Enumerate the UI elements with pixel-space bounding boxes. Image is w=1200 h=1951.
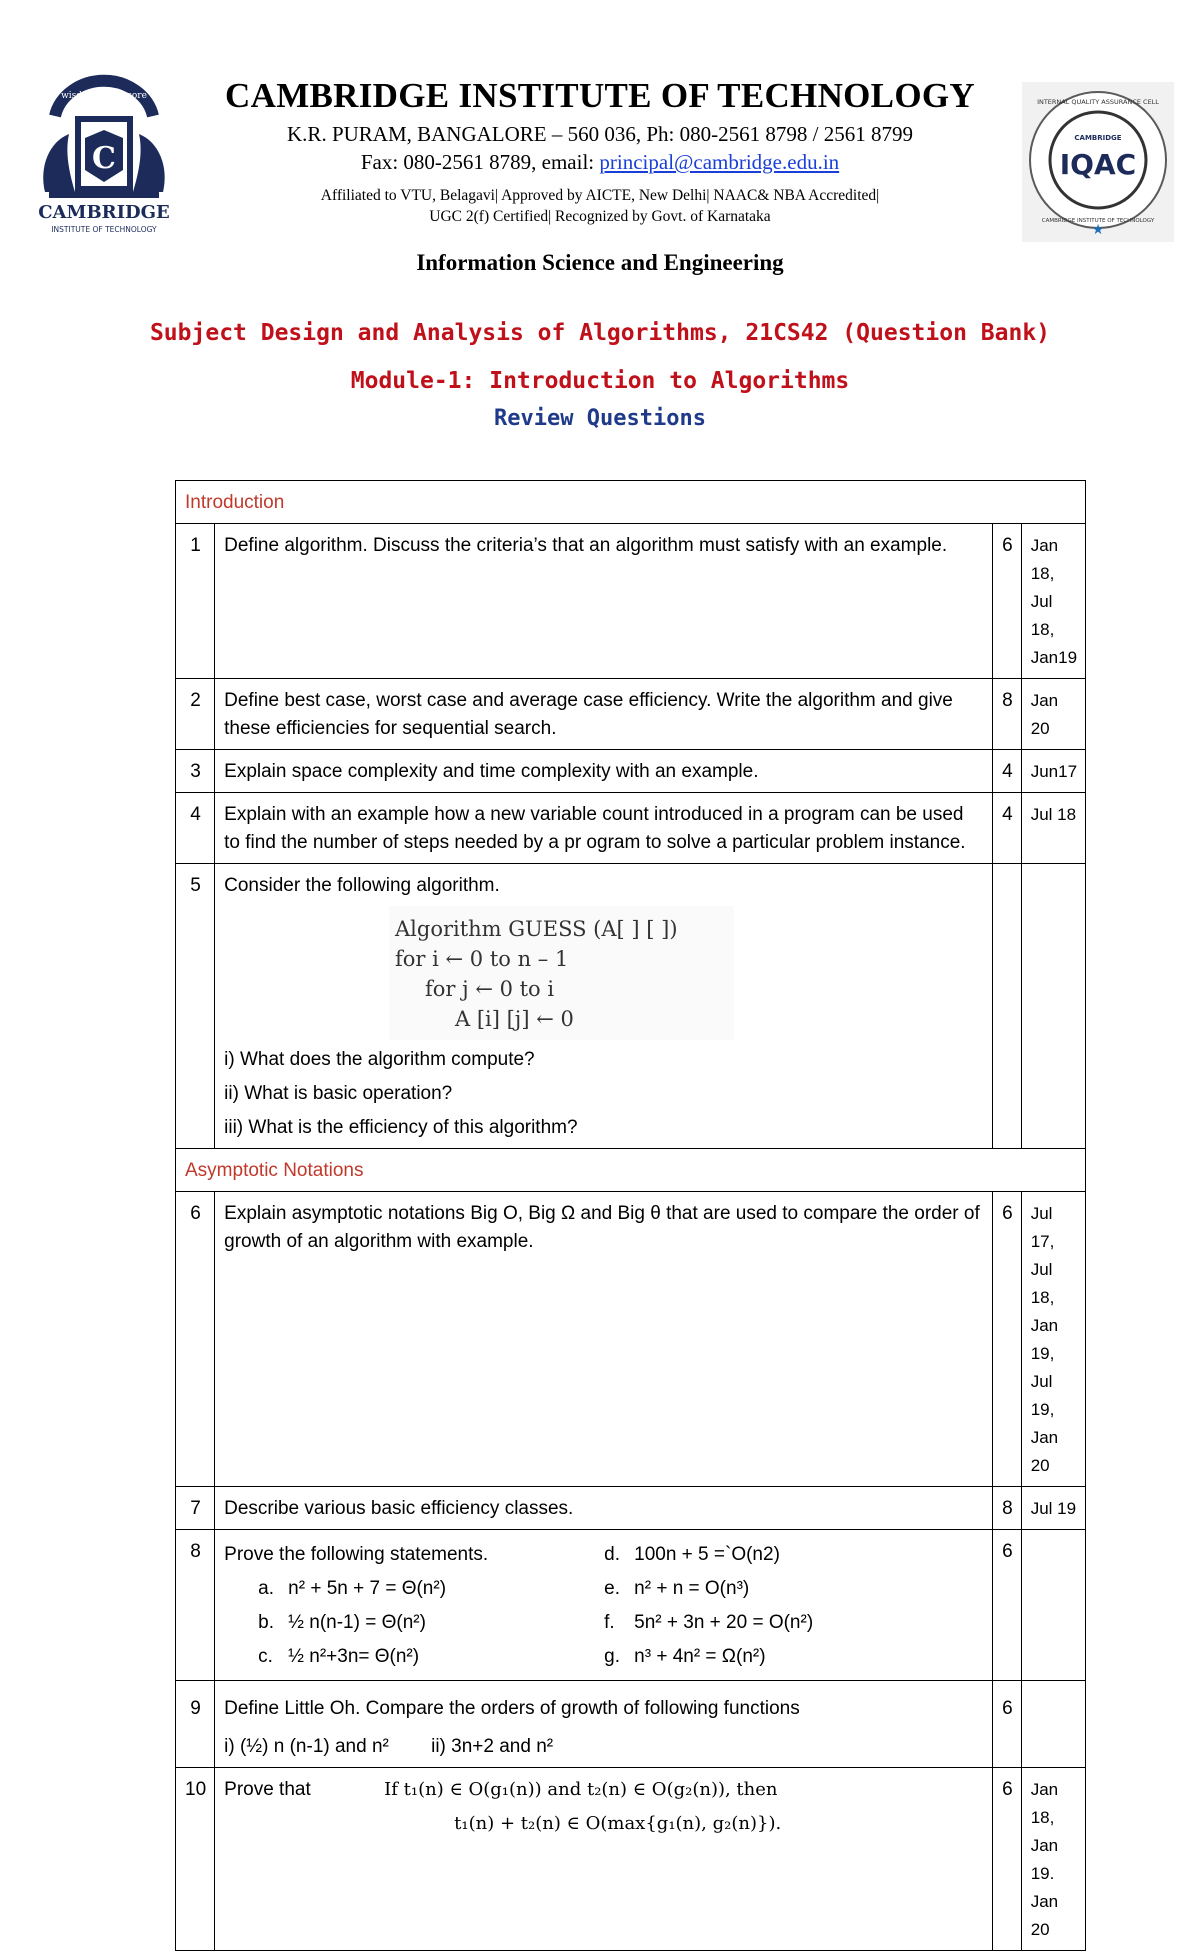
question-cell bbox=[215, 1681, 993, 1768]
document-header bbox=[0, 0, 1200, 250]
question-text: Explain with an example how a new variable count introduced in a program can be used to find the number of steps needed by a pr ogram to solve a particular problem instance. bbox=[215, 793, 993, 864]
table-row bbox=[176, 1530, 1086, 1681]
question-text: Describe various basic efficiency classes. bbox=[215, 1487, 993, 1530]
statements-left bbox=[224, 1538, 604, 1674]
question-years bbox=[1021, 864, 1085, 1149]
function-pair: i) (½) n (n-1) and n² ii) 3n+2 and n² bbox=[224, 1736, 554, 1757]
question-number: 10 bbox=[176, 1768, 215, 1951]
statement: f. 5n² + 3n + 20 = O(n²) bbox=[604, 1612, 814, 1633]
question-cell bbox=[215, 1768, 993, 1951]
subject-title: Subject Design and Analysis of Algorithms, 21CS42 (Question Bank) bbox=[149, 320, 1051, 346]
statement: d. 100n + 5 =`O(n2) bbox=[604, 1544, 780, 1565]
question-text: Define best case, worst case and average case efficiency. Write the algorithm and give these efficiencies for sequential search. bbox=[215, 679, 993, 750]
question-marks: 6 bbox=[993, 1681, 1022, 1768]
year: Jul 18, bbox=[1030, 1260, 1055, 1307]
email-link[interactable]: principal@cambridge.edu.in bbox=[599, 150, 840, 174]
table-row bbox=[176, 679, 1086, 750]
module-title: Module-1: Introduction to Algorithms bbox=[350, 368, 850, 394]
question-number: 1 bbox=[176, 524, 215, 679]
section-introduction: Introduction bbox=[176, 481, 1086, 524]
affiliation-line-1: Affiliated to VTU, Belagavi| Approved by AICTE, New Delhi| NAAC& NBA Accredited| bbox=[320, 187, 880, 204]
question-number: 9 bbox=[176, 1681, 215, 1768]
year: Jun17 bbox=[1030, 762, 1078, 781]
math-statement bbox=[384, 1776, 781, 1838]
iqac-ring-text-2: CAMBRIDGE INSTITUTE OF TECHNOLOGY bbox=[1041, 218, 1155, 224]
question-marks: 4 bbox=[993, 750, 1022, 793]
question-marks: 6 bbox=[993, 524, 1022, 679]
question-years bbox=[1021, 679, 1085, 750]
table-row bbox=[176, 864, 1086, 1149]
table-row bbox=[176, 524, 1086, 679]
question-years bbox=[1021, 1681, 1085, 1768]
year: Jan 20 bbox=[1030, 691, 1059, 738]
table-row bbox=[176, 750, 1086, 793]
year: Jul 18, bbox=[1030, 592, 1055, 639]
question-marks: 6 bbox=[993, 1192, 1022, 1487]
sub-question: iii) What is the efficiency of this algorithm? bbox=[224, 1117, 578, 1138]
svg-text:C: C bbox=[92, 141, 116, 176]
question-cell bbox=[215, 1530, 993, 1681]
question-text: Prove that bbox=[224, 1779, 311, 1800]
question-years bbox=[1021, 1487, 1085, 1530]
year: Jan 20 bbox=[1030, 1428, 1059, 1475]
math-line: If t₁(n) ∈ O(g₁(n)) and t₂(n) ∈ O(g₂(n)), then bbox=[384, 1779, 778, 1800]
question-number: 2 bbox=[176, 679, 215, 750]
table-row bbox=[176, 1487, 1086, 1530]
question-number: 8 bbox=[176, 1530, 215, 1681]
question-number: 3 bbox=[176, 750, 215, 793]
statement: a. n² + 5n + 7 = Θ(n²) bbox=[258, 1578, 447, 1599]
iqac-ring-text: INTERNAL QUALITY ASSURANCE CELL bbox=[1037, 98, 1159, 106]
table-row bbox=[176, 1192, 1086, 1487]
statement: b. ½ n(n-1) = Θ(n²) bbox=[258, 1612, 426, 1633]
question-marks: 6 bbox=[993, 1530, 1022, 1681]
question-number: 6 bbox=[176, 1192, 215, 1487]
year: Jul 17, bbox=[1030, 1204, 1055, 1251]
iqac-logo bbox=[1022, 82, 1174, 242]
year: Jan 18, bbox=[1030, 1780, 1059, 1827]
section-row bbox=[176, 481, 1086, 524]
proof-block bbox=[224, 1776, 984, 1838]
question-years bbox=[1021, 750, 1085, 793]
algo-line-2: for i ← 0 to n – 1 bbox=[395, 947, 569, 971]
iqac-badge-text: CAMBRIDGE bbox=[1074, 134, 1122, 142]
fax-text: Fax: 080-2561 8789, email: bbox=[360, 150, 600, 174]
logo-arc-text: wisdom is the core bbox=[61, 91, 147, 101]
question-text: Consider the following algorithm. bbox=[224, 875, 500, 896]
question-years bbox=[1021, 793, 1085, 864]
logo-word: CAMBRIDGE bbox=[38, 202, 170, 223]
contact-line bbox=[170, 150, 1030, 175]
algo-line-1: Algorithm GUESS (A[ ] [ ]) bbox=[395, 917, 678, 941]
question-bank-table bbox=[175, 480, 1086, 1951]
question-years bbox=[1021, 1530, 1085, 1681]
logo-sub: INSTITUTE OF TECHNOLOGY bbox=[51, 225, 157, 234]
statements-grid bbox=[224, 1538, 984, 1674]
cambridge-logo bbox=[35, 72, 173, 244]
question-marks: 6 bbox=[993, 1768, 1022, 1951]
statement: c. ½ n²+3n= Θ(n²) bbox=[258, 1646, 420, 1667]
question-marks: 8 bbox=[993, 679, 1022, 750]
question-marks: 8 bbox=[993, 1487, 1022, 1530]
sub-question: ii) What is basic operation? bbox=[224, 1083, 453, 1104]
year: Jan 19. bbox=[1030, 1836, 1059, 1883]
algo-line-4: A [i] [j] ← 0 bbox=[455, 1007, 574, 1031]
year: Jul 19, bbox=[1030, 1372, 1055, 1419]
table-row bbox=[176, 1768, 1086, 1951]
question-text: Explain space complexity and time complexity with an example. bbox=[215, 750, 993, 793]
question-cell bbox=[215, 864, 993, 1149]
question-text: Prove the following statements. bbox=[224, 1544, 489, 1565]
year: Jan 18, bbox=[1030, 536, 1059, 583]
statement: g. n³ + 4n² = Ω(n²) bbox=[604, 1646, 766, 1667]
year: Jan 20 bbox=[1030, 1892, 1059, 1939]
year: Jan 19, bbox=[1030, 1316, 1059, 1363]
iqac-text: IQAC bbox=[1059, 148, 1137, 181]
review-heading: Review Questions bbox=[494, 406, 706, 431]
institute-name: CAMBRIDGE INSTITUTE OF TECHNOLOGY bbox=[225, 76, 975, 115]
statement: e. n² + n = O(n³) bbox=[604, 1578, 750, 1599]
question-number: 5 bbox=[176, 864, 215, 1149]
question-years bbox=[1021, 1192, 1085, 1487]
question-marks: 4 bbox=[993, 793, 1022, 864]
question-number: 7 bbox=[176, 1487, 215, 1530]
section-asymptotic: Asymptotic Notations bbox=[176, 1149, 1086, 1192]
department-title: Information Science and Engineering bbox=[416, 250, 784, 275]
year: Jan19 bbox=[1030, 648, 1078, 667]
question-marks bbox=[993, 864, 1022, 1149]
question-years bbox=[1021, 524, 1085, 679]
institute-address: K.R. PURAM, BANGALORE – 560 036, Ph: 080-2561 8798 / 2561 8799 bbox=[287, 122, 913, 146]
year: Jul 18 bbox=[1030, 805, 1077, 824]
table-row bbox=[176, 1681, 1086, 1768]
section-row bbox=[176, 1149, 1086, 1192]
question-text: Explain asymptotic notations Big O, Big Ω and Big θ that are used to compare the order of growth of an algorithm with example. bbox=[215, 1192, 993, 1487]
svg-text:★: ★ bbox=[1091, 222, 1105, 238]
question-text: Define Little Oh. Compare the orders of growth of following functions bbox=[224, 1698, 800, 1719]
algorithm-figure bbox=[389, 906, 734, 1040]
math-line: t₁(n) + t₂(n) ∈ O(max{g₁(n), g₂(n)}). bbox=[454, 1813, 782, 1834]
question-text: Define algorithm. Discuss the criteria’s that an algorithm must satisfy with an example. bbox=[215, 524, 993, 679]
statements-right bbox=[604, 1538, 984, 1674]
sub-question: i) What does the algorithm compute? bbox=[224, 1049, 535, 1070]
year: Jul 19 bbox=[1030, 1499, 1077, 1518]
table-row bbox=[176, 793, 1086, 864]
question-number: 4 bbox=[176, 793, 215, 864]
question-years bbox=[1021, 1768, 1085, 1951]
affiliation-line-2: UGC 2(f) Certified| Recognized by Govt. of Karnataka bbox=[429, 208, 771, 225]
algo-line-3: for j ← 0 to i bbox=[425, 977, 555, 1001]
